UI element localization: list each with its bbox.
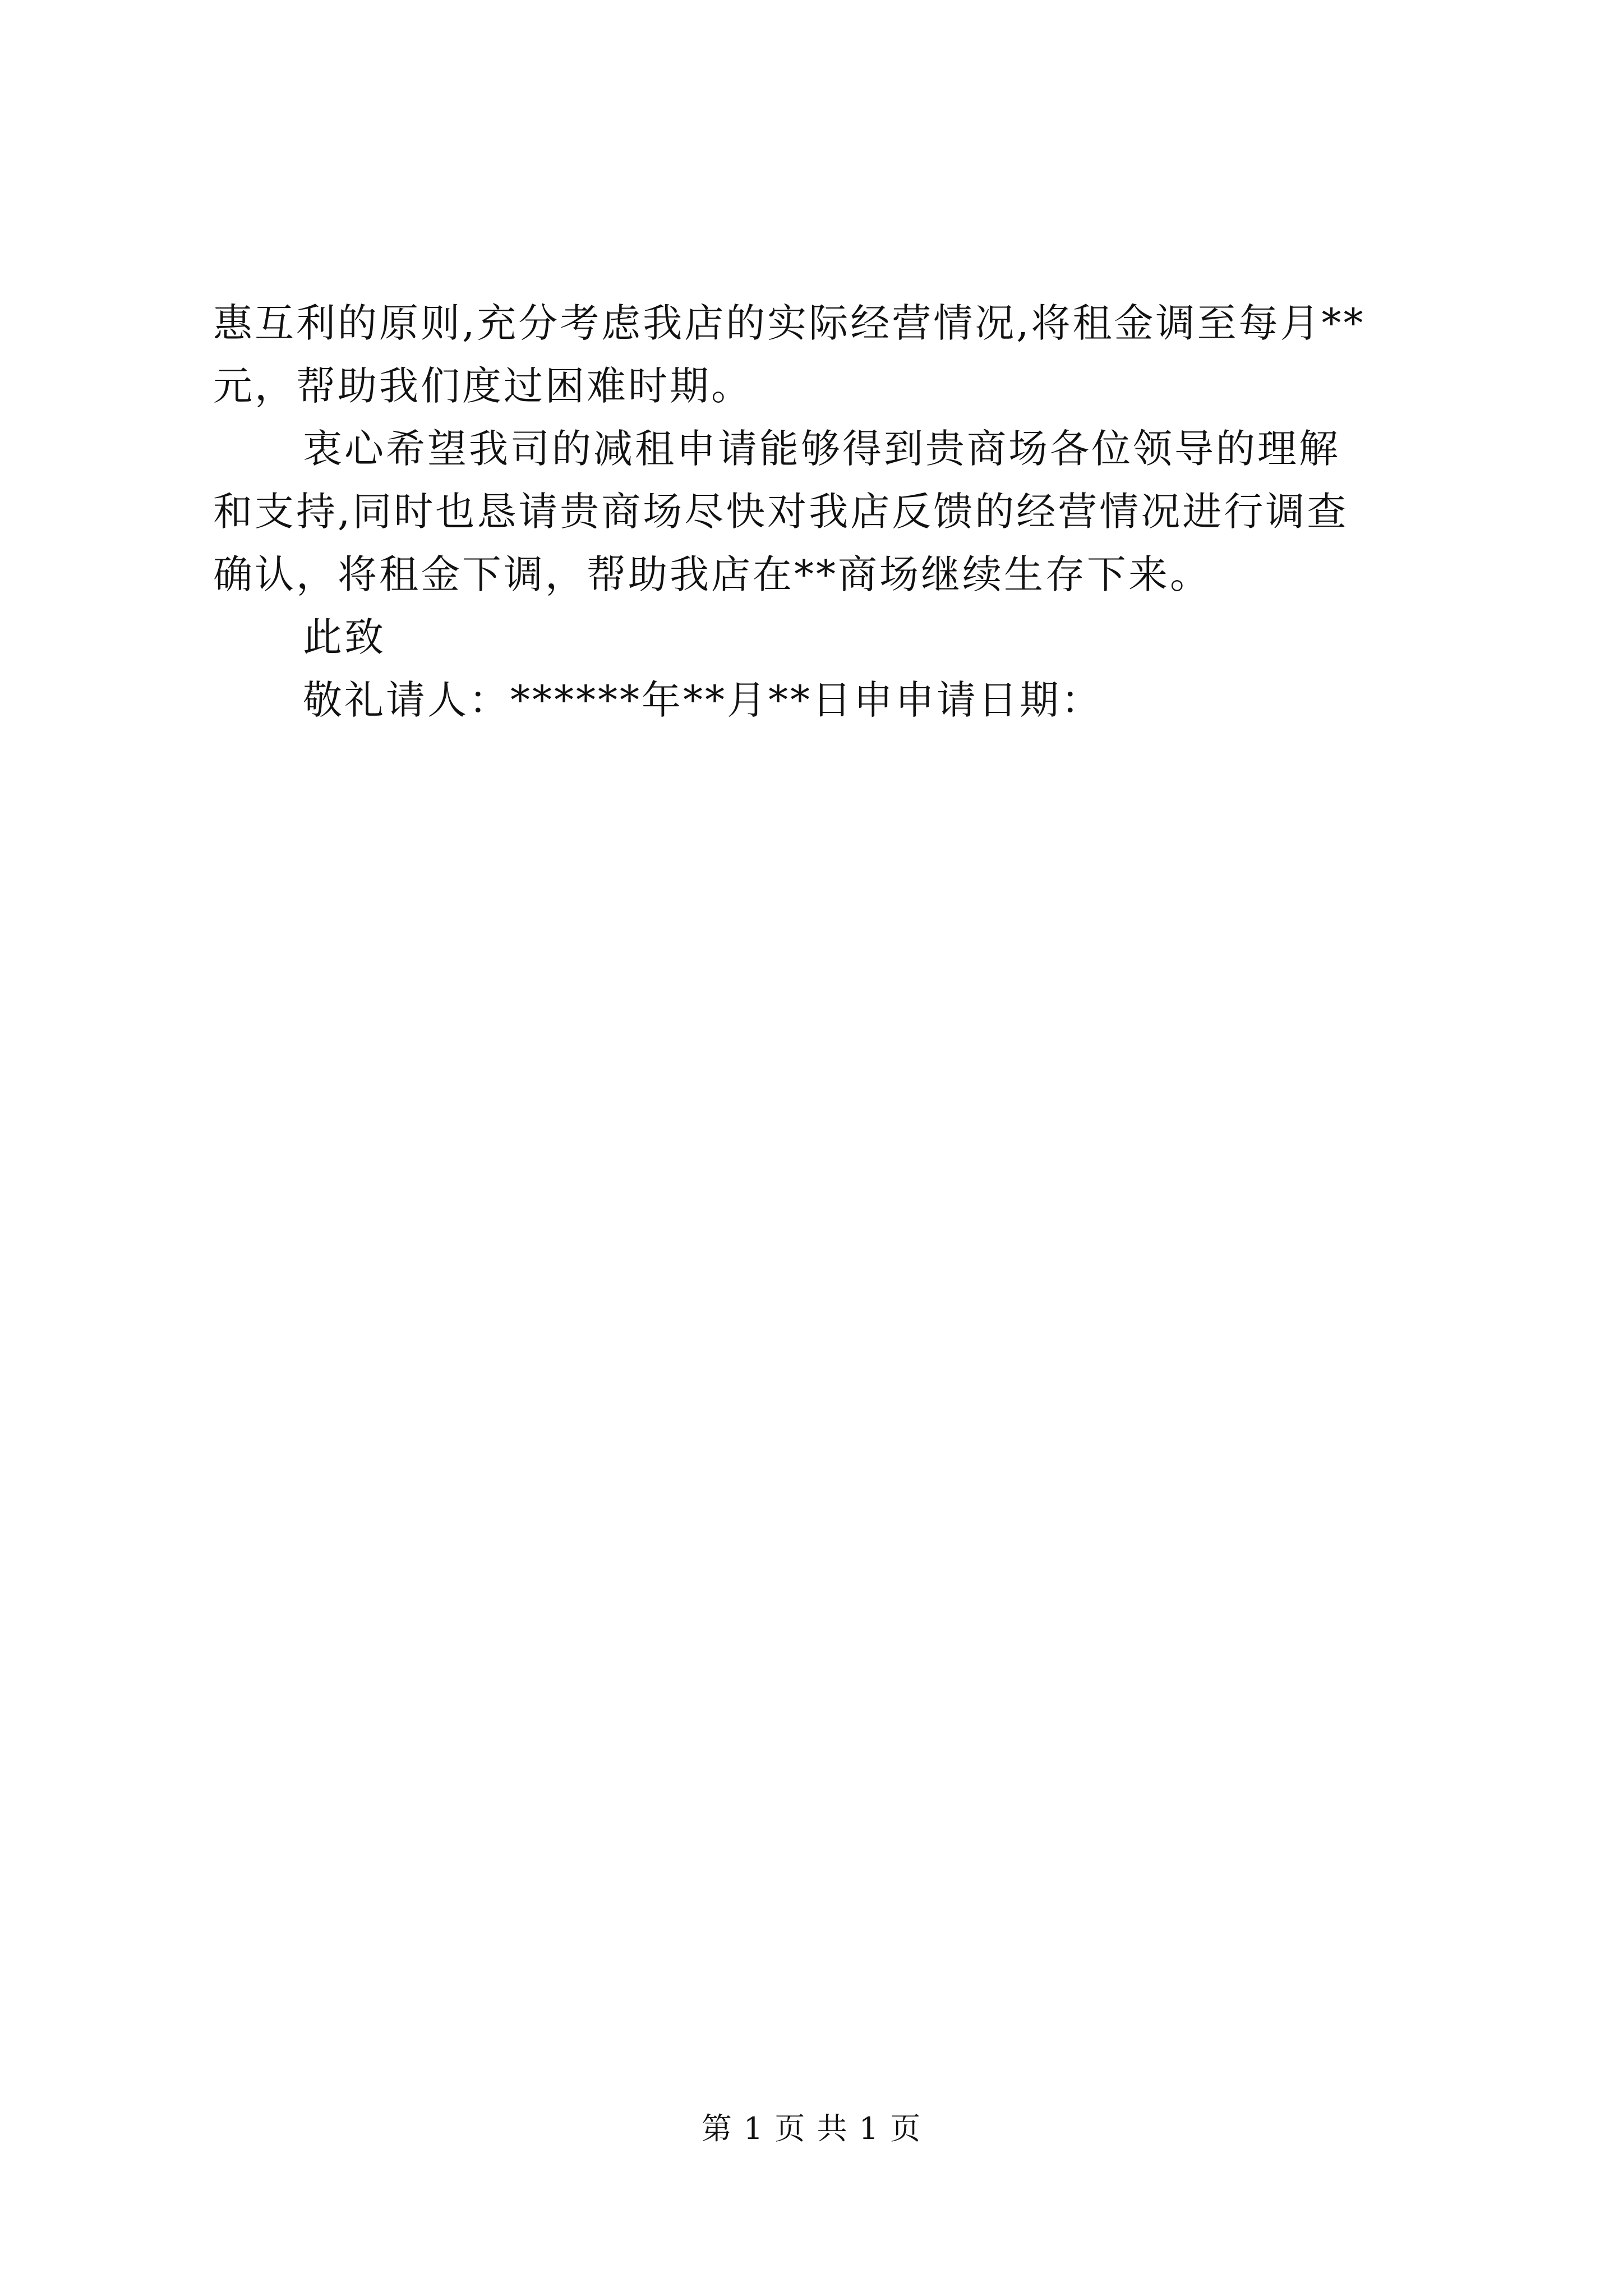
- letter-body: [213, 292, 1436, 731]
- paragraph-line-2: 元，帮助我们度过困难时期。: [213, 363, 753, 409]
- paragraph-line-4: 和支持,同时也恳请贵商场尽快对我店反馈的经营情况进行调查: [213, 489, 1349, 535]
- page-footer: 第 1 页 共 1 页: [701, 2111, 922, 2146]
- paragraph-line-3: 衷心希望我司的减租申请能够得到贵商场各位领导的理解: [303, 426, 1340, 472]
- paragraph-line-5: 确认，将租金下调，帮助我店在**商场继续生存下来。: [213, 551, 1211, 597]
- signature-line: 敬礼请人：******年**月**日申申请日期：: [303, 677, 1103, 723]
- closing-salutation: 此致: [303, 614, 386, 660]
- paragraph-line-1: 惠互利的原则,充分考虑我店的实际经营情况,将租金调至每月**: [213, 300, 1366, 346]
